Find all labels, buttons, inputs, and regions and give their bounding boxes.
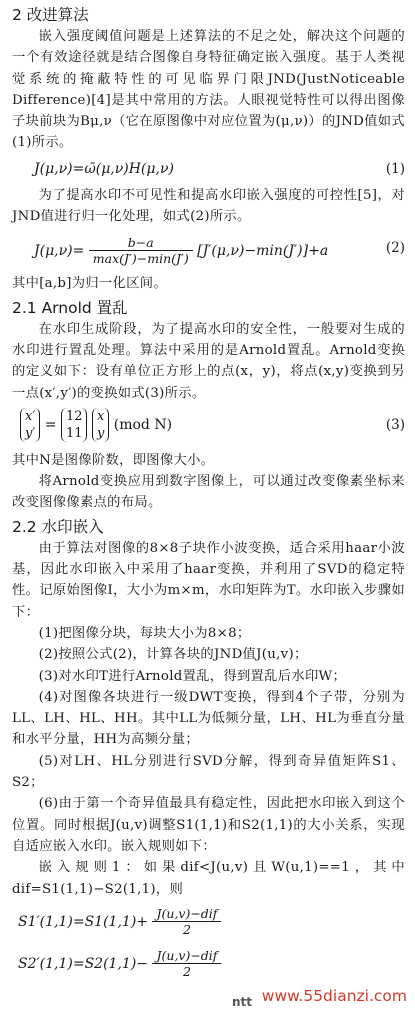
step-5: (5)对LH、HL分别进行SVD分解，得到奇异值矩阵S1、S2； bbox=[12, 753, 405, 791]
equation-3-vector-right bbox=[92, 408, 109, 442]
equation-3 bbox=[12, 404, 405, 450]
equation-2-body bbox=[34, 235, 328, 267]
section-2-2-title: 2.2 水印嵌入 bbox=[12, 517, 104, 536]
equation-3-number: (3) bbox=[385, 416, 405, 433]
equation-2-numerator: b−a bbox=[89, 235, 193, 251]
equation-3-matrix-row1: 12 bbox=[65, 408, 83, 424]
equation-2-left: J(μ,ν)= bbox=[34, 243, 85, 260]
equation-1-body: J(μ,ν)=ω̄(μ,ν)H(μ,ν) bbox=[34, 160, 174, 177]
equation-2-right: [J′(μ,ν)−min(J′)]+a bbox=[197, 243, 329, 260]
step-2: (2)按照公式(2)，计算各块的JND值J(u,v)； bbox=[38, 647, 308, 663]
equation-2-fraction bbox=[89, 235, 193, 267]
equation-3-yprime: y′ bbox=[25, 425, 36, 441]
watermark-mark: ntt bbox=[232, 995, 253, 1009]
step-3: (3)对水印T进行Arnold置乱，得到置乱后水印W； bbox=[38, 668, 347, 684]
equation-5-left: S2′(1,1)=S2(1,1)− bbox=[18, 955, 149, 972]
equation-1 bbox=[12, 154, 405, 185]
section-2-paragraph-1: 嵌入强度阈值问题是上述算法的不足之处，解决这个问题的一个有效途径就是结合图像自身特征确定嵌入强度。基于人类视觉系统的掩蔽特性的可见临界门限JND(JustNoticeable Difference)[4]是其中常用的方法。人眼视觉特性可以得出图像子块前块为Bμ,ν（它在原图像中对应位置为(μ,ν)）的JND值如式(1)所示。 bbox=[12, 29, 405, 151]
equation-3-matrix bbox=[61, 408, 88, 442]
embedding-rule-1: 嵌入规则1：如果dif<J(u,v)且W(u,1)==1，其中dif=S1(1,1)−S2(1,1)，则 bbox=[12, 860, 405, 897]
section-2-1-paragraph-3: 将Arnold变换应用到数字图像上，可以通过改变像素坐标来改变图像像素点的布局。 bbox=[12, 474, 405, 511]
equation-5-body bbox=[18, 948, 221, 980]
section-2-2-paragraph-1: 由于算法对图像的8×8子块作小波变换，适合采用haar小波基，因此水印嵌入中采用了haar变换，并利用了SVD的稳定特性。记原始图像I，大小为m×m，水印矩阵为T。水印嵌入步骤如下： bbox=[12, 540, 405, 620]
step-6: (6)由于第一个奇异值最具有稳定性，因此把水印嵌入到这个位置。同时根据J(u,v)调整S1(1,1)和S2(1,1)的大小关系，实现自适应嵌入水印。嵌入规则如下： bbox=[12, 796, 405, 854]
section-2-title: 2 改进算法 bbox=[12, 6, 89, 24]
equation-3-mod: (mod N) bbox=[113, 416, 173, 433]
section-2-paragraph-3: 其中[a,b]为归一化区间。 bbox=[12, 276, 167, 292]
equation-3-body: x′ y′ = 12 11 x y (mod N) bbox=[20, 408, 172, 442]
equation-5-fraction bbox=[152, 948, 221, 980]
equation-5-numerator: J(u,v)−dif bbox=[152, 948, 221, 964]
equation-4-left: S1′(1,1)=S1(1,1)+ bbox=[18, 913, 149, 930]
section-2-1-paragraph-1: 在水印生成阶段，为了提高水印的安全性，一般要对生成的水印进行置乱处理。算法中采用的是Arnold置乱。Arnold变换的定义如下：设有单位正方形上的点(x，y)，将点(x,y)变换到另一点(x′,y′)的变换如式(3)所示。 bbox=[12, 321, 405, 401]
step-1: (1)把图像分块，每块大小为8×8； bbox=[38, 625, 251, 641]
equation-4-body bbox=[18, 906, 221, 938]
section-2-paragraph-2: 为了提高水印不可见性和提高水印嵌入强度的可控性[5]，对JND值进行归一化处理，如式(2)所示。 bbox=[12, 187, 405, 225]
equation-1-number: (1) bbox=[385, 160, 405, 177]
section-2-1-title: 2.1 Arnold 置乱 bbox=[12, 298, 128, 317]
equation-3-y: y bbox=[96, 425, 105, 441]
equation-4-denominator: 2 bbox=[182, 921, 191, 937]
equation-3-x: x bbox=[96, 408, 105, 424]
equation-2 bbox=[12, 227, 405, 273]
equation-3-vector-left bbox=[20, 408, 40, 442]
equation-4 bbox=[12, 900, 405, 946]
step-4: (4)对图像各块进行一级DWT变换，得到4个子带，分别为LL、LH、HL、HH。其中LL为低频分量，LH、HL为垂直分量和水平分量，HH为高频分量； bbox=[12, 689, 405, 748]
equation-2-denominator: max(J′)−min(J′) bbox=[92, 251, 189, 267]
equation-3-xprime: x′ bbox=[25, 408, 36, 424]
equation-2-number: (2) bbox=[385, 240, 405, 257]
equation-4-fraction bbox=[152, 906, 221, 938]
equation-3-matrix-row2: 11 bbox=[65, 425, 83, 441]
equation-5-denominator: 2 bbox=[182, 963, 191, 979]
watermark-site: www.55dianzi.com bbox=[261, 987, 407, 1005]
equation-4-numerator: J(u,v)−dif bbox=[152, 906, 221, 922]
section-2-1-paragraph-2: 其中N是图像阶数，即图像大小。 bbox=[12, 452, 215, 468]
equation-5 bbox=[12, 946, 405, 992]
